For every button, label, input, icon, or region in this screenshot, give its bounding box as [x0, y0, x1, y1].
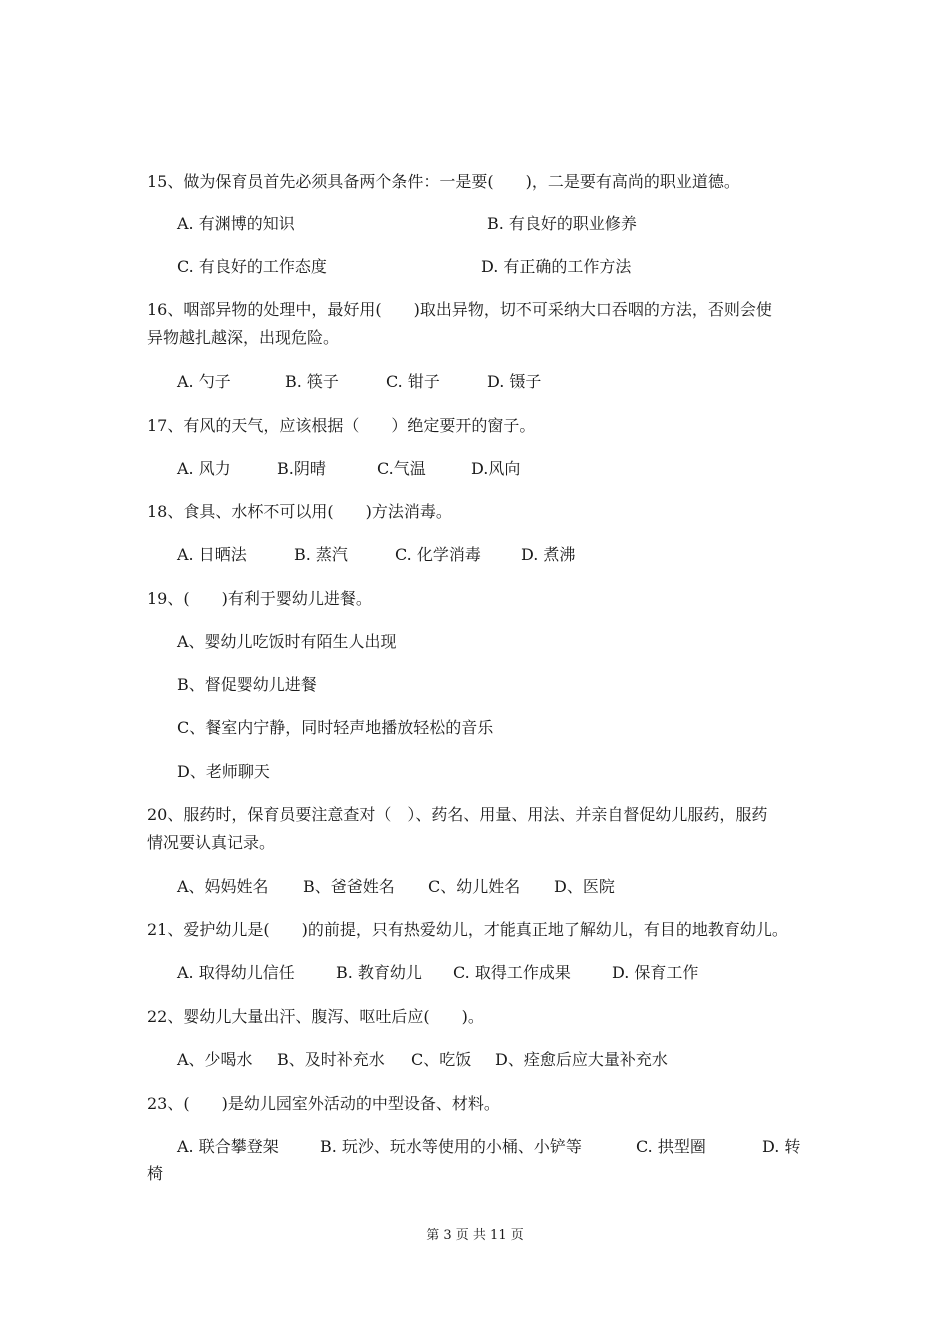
question-21-option-a: A. 取得幼儿信任 [177, 963, 295, 982]
question-23-option-d: D. 转 [762, 1137, 801, 1156]
question-17-stem: 17、有风的天气，应该根据（ ）绝定要开的窗子。 [147, 416, 536, 435]
question-16-option-a: A. 勺子 [177, 372, 231, 391]
question-20-option-b: B、爸爸姓名 [303, 877, 395, 896]
question-15-option-b: B. 有良好的职业修养 [487, 214, 637, 233]
question-20-stem-line-1: 20、服药时，保育员要注意查对（ ）、药名、用量、用法、并亲自督促幼儿服药，服药 [147, 805, 768, 824]
question-16-stem-line-1: 16、咽部异物的处理中，最好用( )取出异物，切不可采纳大口吞咽的方法，否则会使 [147, 300, 772, 319]
question-15-option-d: D. 有正确的工作方法 [481, 257, 632, 276]
question-17-option-a: A. 风力 [177, 459, 231, 478]
question-16-option-d: D. 镊子 [487, 372, 542, 391]
question-17-option-c: C.气温 [377, 459, 426, 478]
question-21-option-b: B. 教育幼儿 [336, 963, 422, 982]
question-16-stem-line-2: 异物越扎越深，出现危险。 [147, 328, 340, 347]
question-18-option-c: C. 化学消毒 [395, 545, 481, 564]
question-19-option-b: B、督促婴幼儿进餐 [177, 675, 317, 694]
question-18-option-d: D. 煮沸 [521, 545, 576, 564]
question-22-option-a: A、少喝水 [177, 1050, 253, 1069]
page-number: 第 3 页 共 11 页 [426, 1228, 524, 1243]
question-23-option-d-continuation: 椅 [147, 1164, 164, 1183]
question-20-option-c: C、幼儿姓名 [428, 877, 521, 896]
question-18-stem: 18、食具、水杯不可以用( )方法消毒。 [147, 502, 452, 521]
question-17-option-d: D.风向 [471, 459, 521, 478]
question-23-option-a: A. 联合攀登架 [177, 1137, 279, 1156]
question-20-option-d: D、医院 [554, 877, 615, 896]
question-16-option-b: B. 筷子 [285, 372, 339, 391]
question-21-option-d: D. 保育工作 [612, 963, 699, 982]
question-22-option-b: B、及时补充水 [277, 1050, 385, 1069]
question-20-option-a: A、妈妈姓名 [177, 877, 269, 896]
question-18-option-b: B. 蒸汽 [294, 545, 348, 564]
question-15-option-c: C. 有良好的工作态度 [177, 257, 327, 276]
question-22-stem: 22、婴幼儿大量出汗、腹泻、呕吐后应( )。 [147, 1007, 484, 1026]
question-21-stem: 21、爱护幼儿是( )的前提，只有热爱幼儿，才能真正地了解幼儿，有目的地教育幼儿。 [147, 920, 788, 939]
question-16-option-c: C. 钳子 [386, 372, 440, 391]
question-21-option-c: C. 取得工作成果 [453, 963, 571, 982]
question-19-option-a: A、婴幼儿吃饭时有陌生人出现 [177, 632, 397, 651]
question-19-option-d: D、老师聊天 [177, 762, 270, 781]
question-23-option-c: C. 拱型圈 [636, 1137, 706, 1156]
question-20-stem-line-2: 情况要认真记录。 [147, 833, 276, 852]
question-19-stem: 19、( )有利于婴幼儿进餐。 [147, 589, 372, 608]
question-23-stem: 23、( )是幼儿园室外活动的中型设备、材料。 [147, 1094, 500, 1113]
question-19-option-c: C、餐室内宁静，同时轻声地播放轻松的音乐 [177, 718, 494, 737]
question-15-stem: 15、做为保育员首先必须具备两个条件：一是要( )，二是要有高尚的职业道德。 [147, 172, 740, 191]
question-15-option-a: A. 有渊博的知识 [177, 214, 295, 233]
question-18-option-a: A. 日晒法 [177, 545, 247, 564]
question-22-option-c: C、吃饭 [411, 1050, 472, 1069]
question-22-option-d: D、痊愈后应大量补充水 [495, 1050, 668, 1069]
question-17-option-b: B.阴晴 [277, 459, 326, 478]
question-23-option-b: B. 玩沙、玩水等使用的小桶、小铲等 [320, 1137, 582, 1156]
